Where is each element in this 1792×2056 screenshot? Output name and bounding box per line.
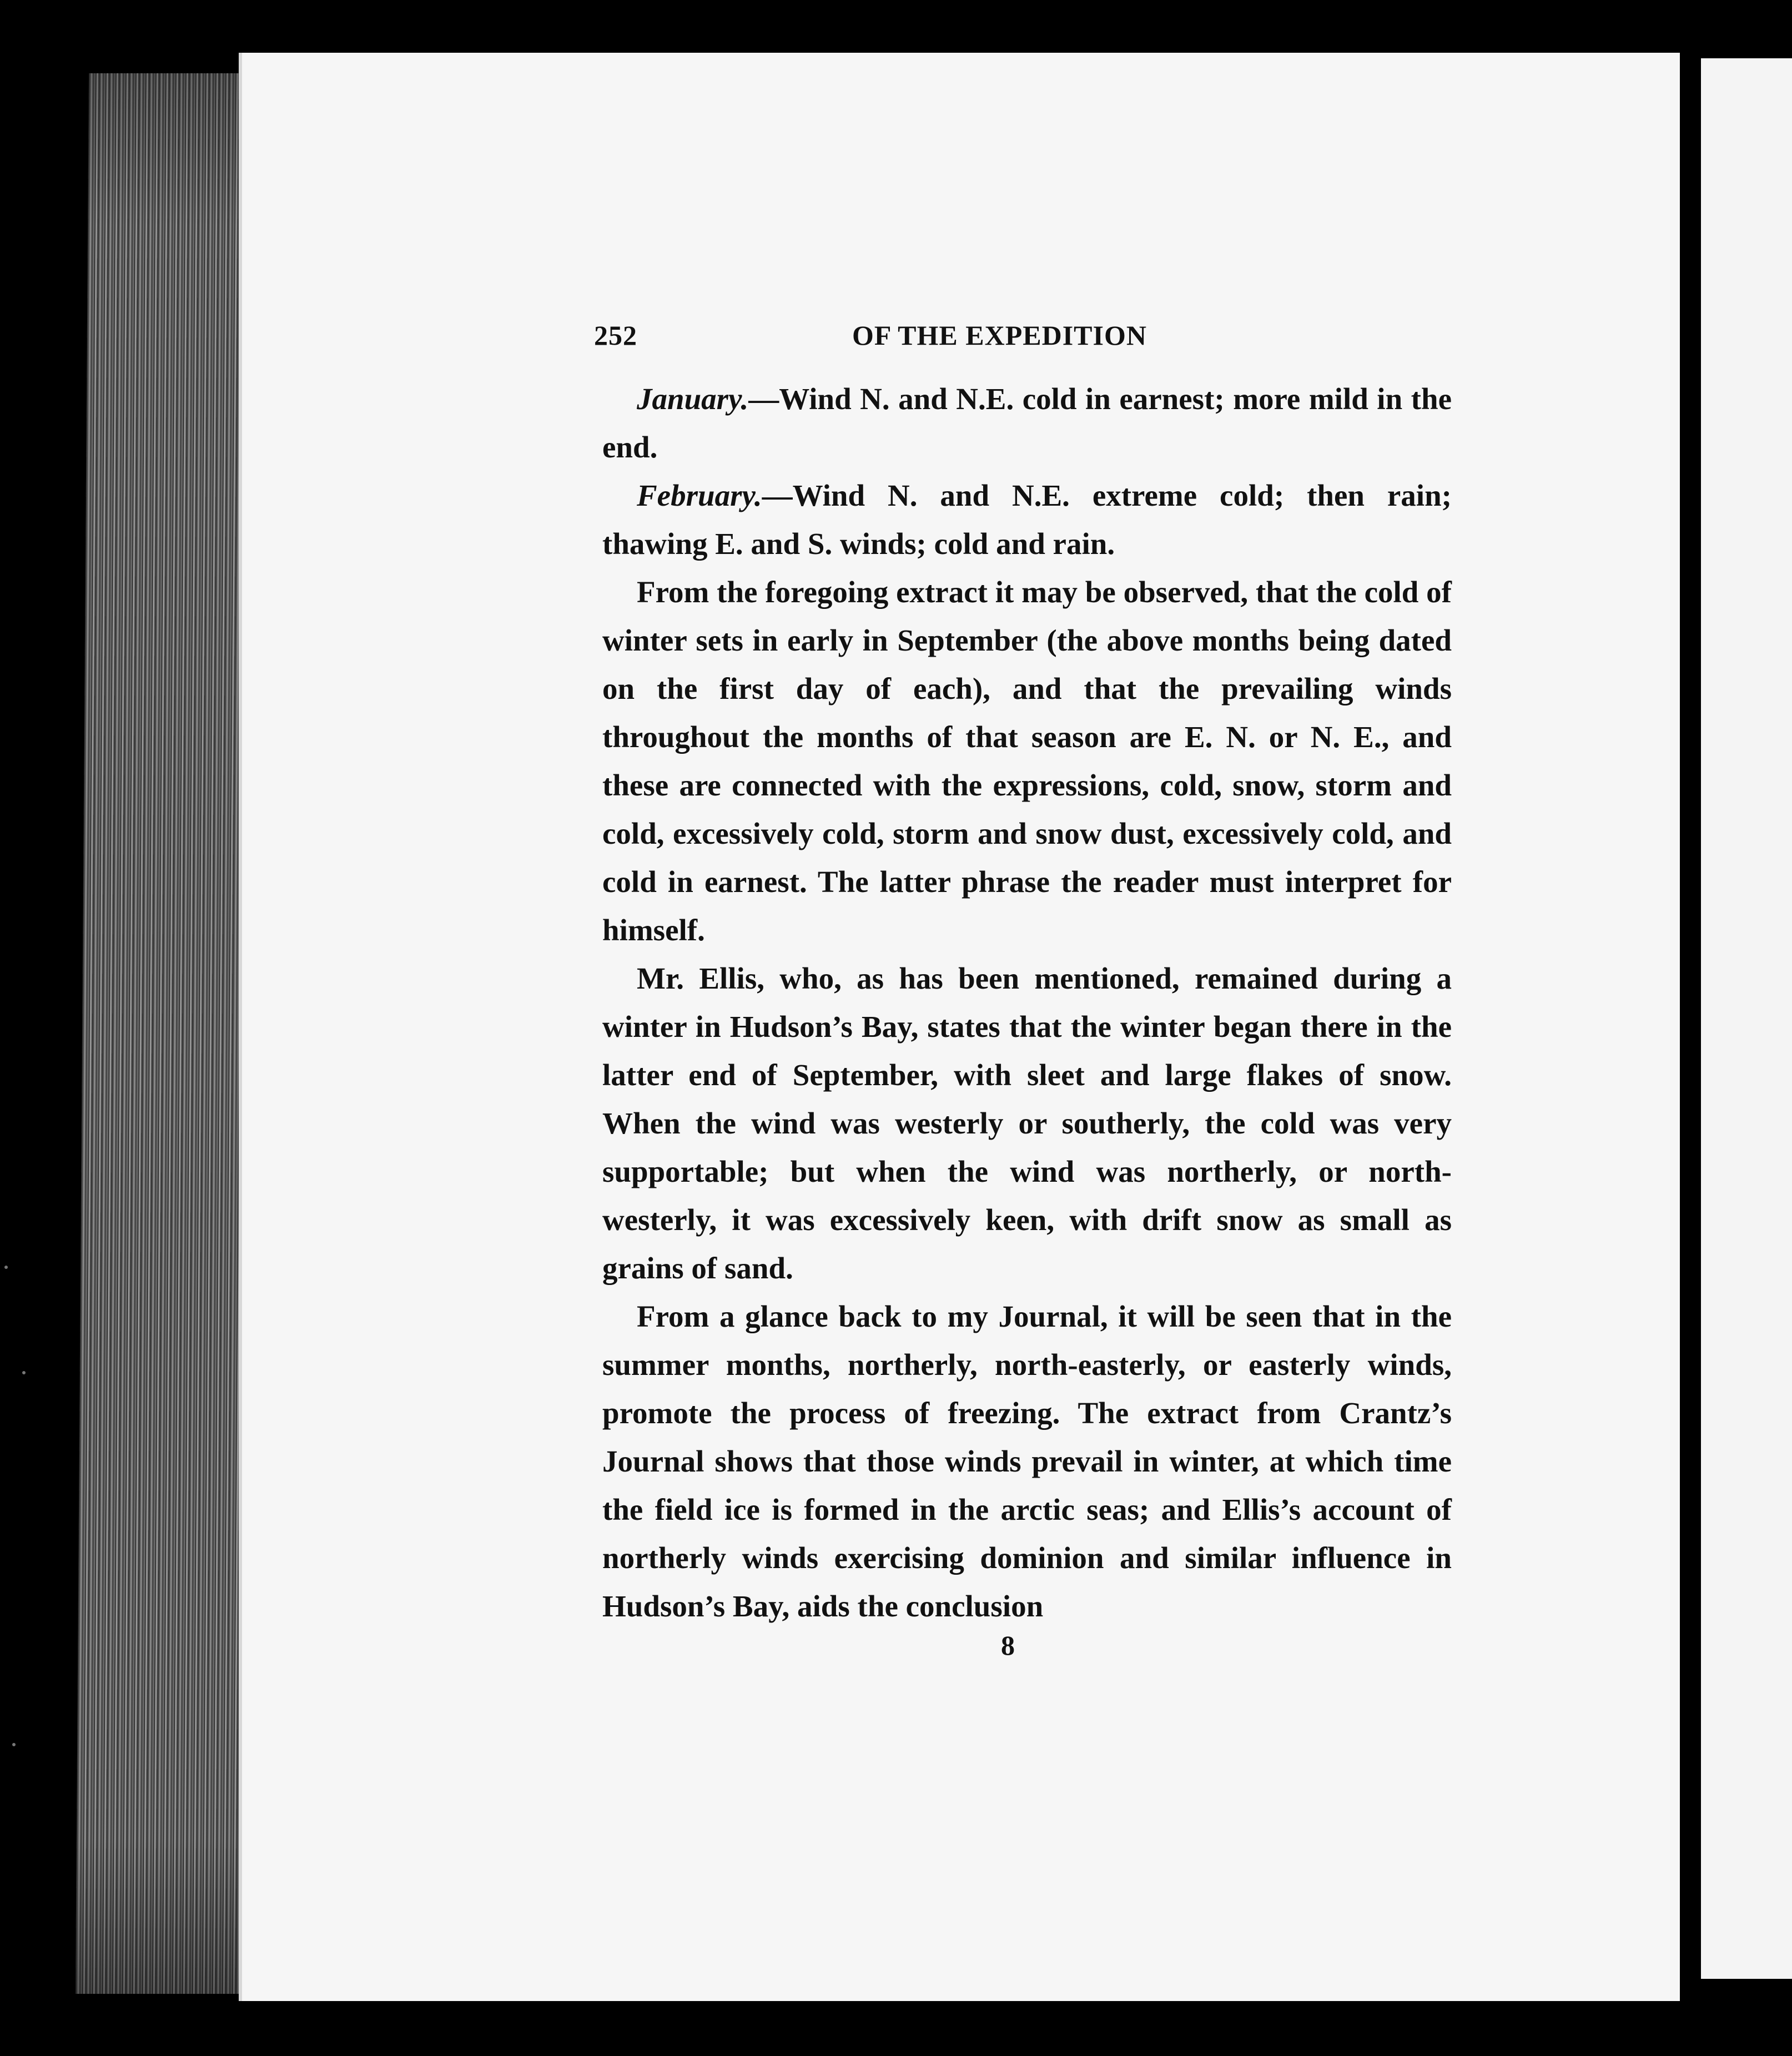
paragraph-mr-ellis: Mr. Ellis, who, as has been mentioned, remained during a winter in Hudson’s Bay, states that the winter began there in the latter end of September, with sleet and large flakes of snow. When the wind was westerly or southerly, the cold was very supportable; but when the wind was northerly, or north-westerly, it was excessively keen, with drift snow as small as grains of sand. (602, 961, 1452, 1285)
paragraph-journal-glance: From a glance back to my Journal, it will be seen that in the summer months, northerly, north-easterly, or easterly winds, promote the process of freezing. The extract from Crantz’s Journal shows that those winds prevail in winter, at which time the field ice is formed in the arctic seas; and Ellis’s account of northerly winds exercising dominion and similar influence in Hudson’s Bay, aids the conclusion (602, 1299, 1452, 1623)
dust-speck (12, 1743, 16, 1746)
body-text (602, 375, 1452, 1630)
dust-speck (22, 1371, 26, 1374)
paragraph-january (602, 375, 1452, 471)
facing-page-edge (1701, 58, 1792, 1979)
paragraph-february (602, 471, 1452, 568)
book-page-edges (75, 73, 255, 1994)
february-entry: —Wind N. and N.E. extreme cold; then rain; thawing E. and S. winds; cold and rain. (602, 478, 1452, 561)
page-number: 252 (594, 320, 637, 351)
signature-mark: 8 (1001, 1630, 1015, 1661)
month-label-february: February. (637, 478, 762, 512)
month-label-january: January. (637, 382, 749, 416)
gutter-shadow (1680, 53, 1701, 2001)
january-entry: —Wind N. and N.E. cold in earnest; more mild in the end. (602, 382, 1452, 464)
dust-speck (4, 1266, 8, 1269)
running-title: OF THE EXPEDITION (852, 320, 1147, 351)
paragraph-foregoing-extract: From the foregoing extract it may be observed, that the cold of winter sets in early in September (the above months being dated on the first day of each), and that the prevailing winds throughout the months of that season are E. N. or N. E., and these are connected with the expressions, cold, snow, storm and cold, excessively cold, storm and snow dust, excessively cold, and cold in earnest. The latter phrase the reader must interpret for himself. (602, 575, 1452, 947)
